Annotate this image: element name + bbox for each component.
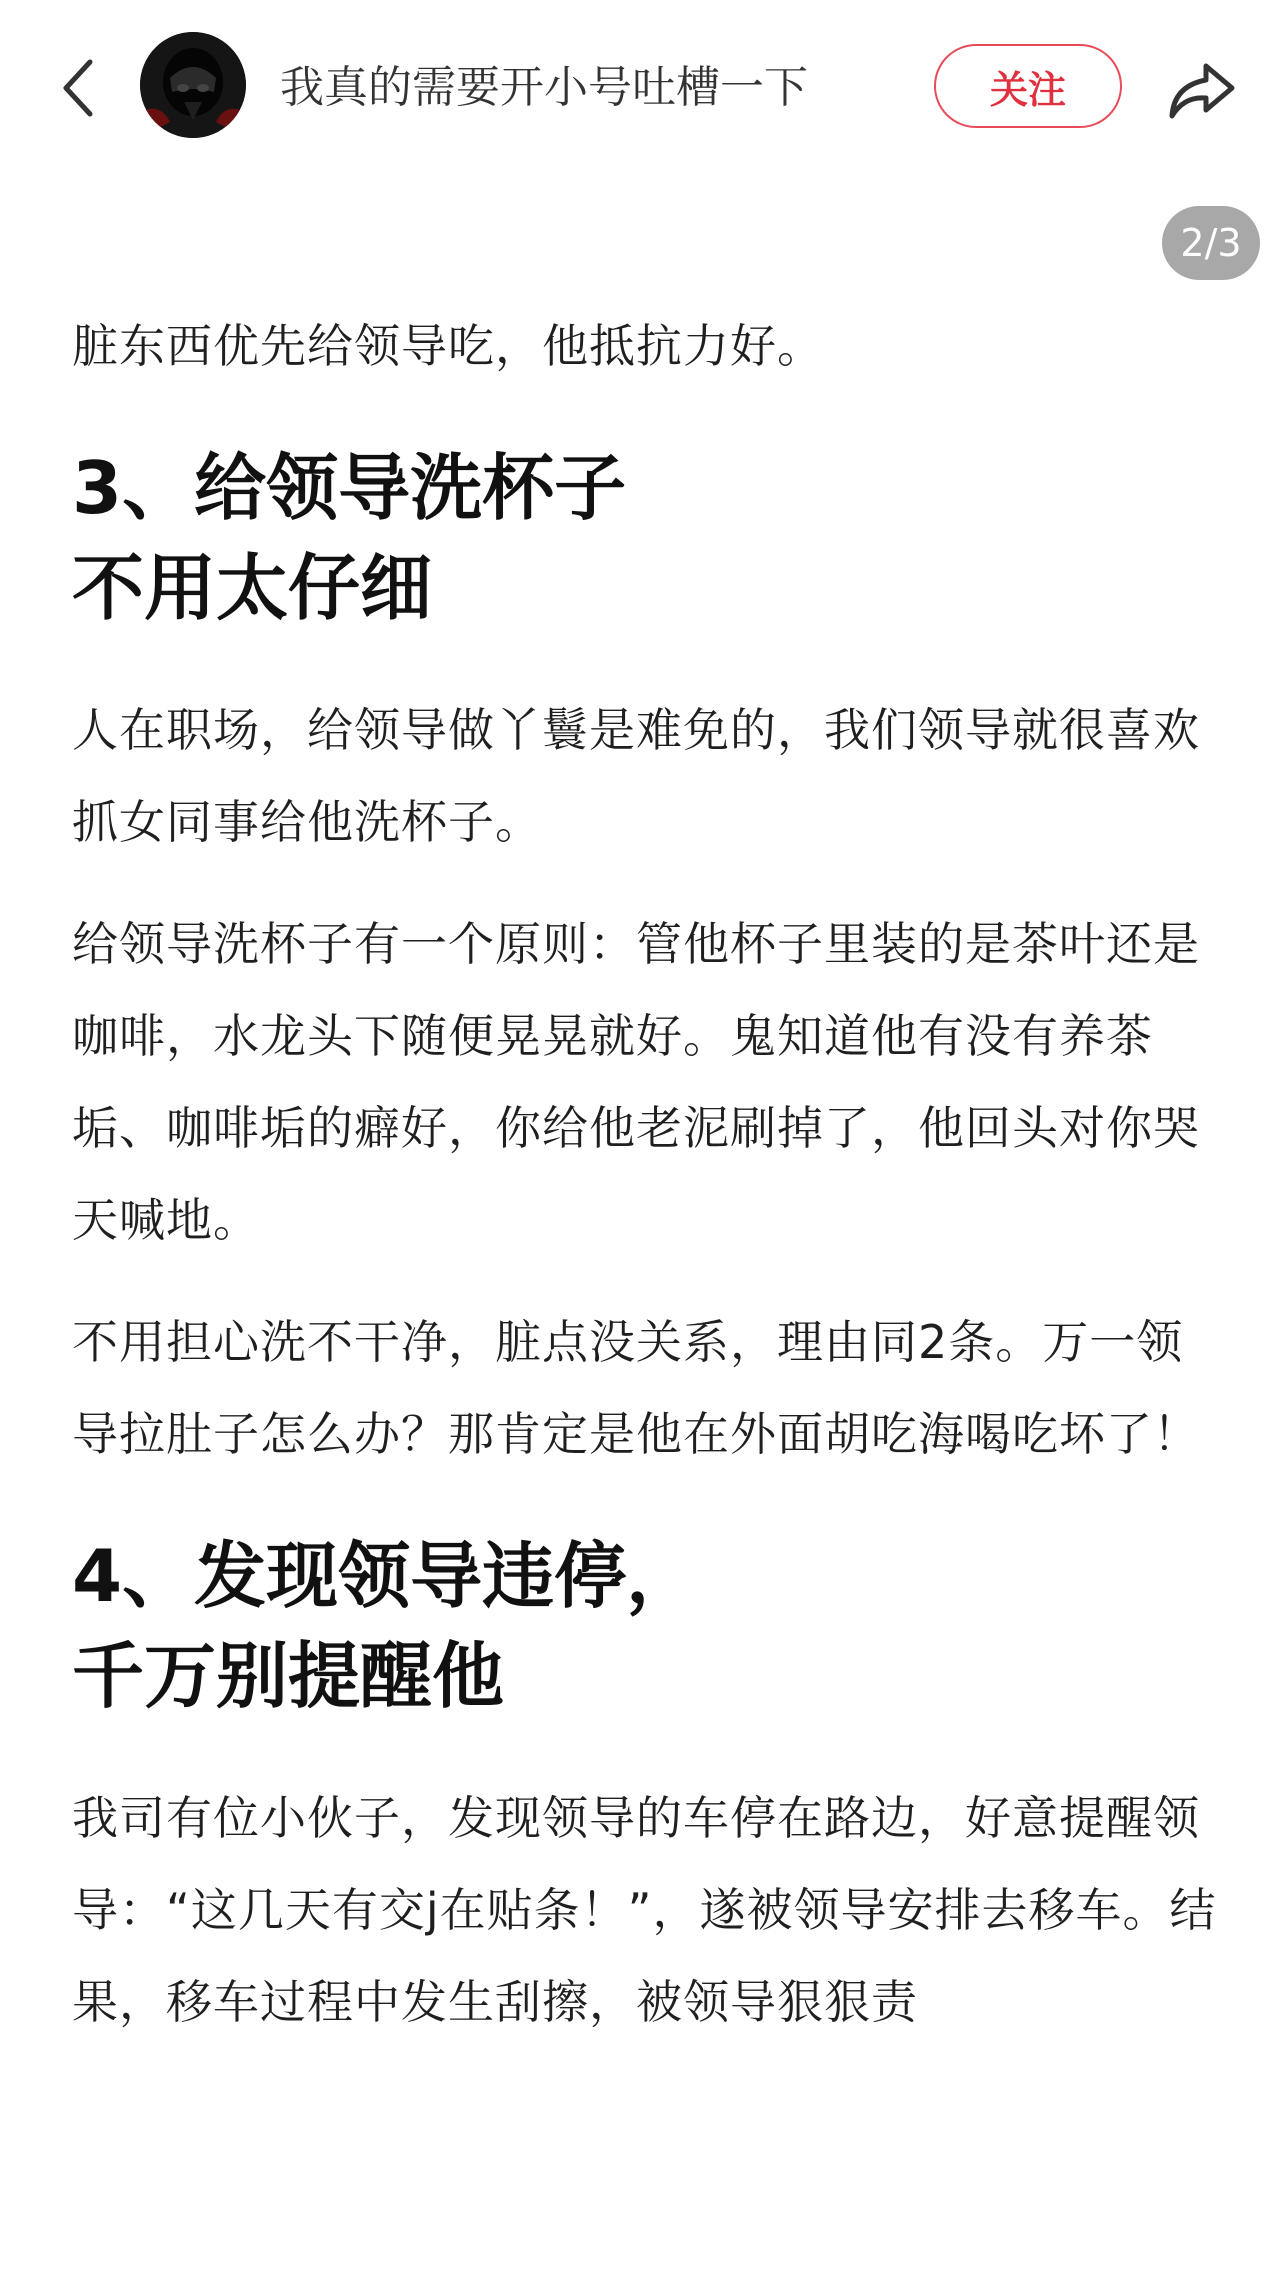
section-3-paragraph-1: 人在职场，给领导做丫鬟是难免的，我们领导就很喜欢抓女同事给他洗杯子。 [72, 703, 1200, 849]
intro-paragraph: 脏东西优先给领导吃，他抵抗力好。 [72, 319, 824, 373]
article-body [72, 300, 1222, 2048]
share-arrow-icon [1166, 58, 1238, 122]
follow-button[interactable]: 关注 [934, 44, 1122, 128]
section-3-paragraph-3: 不用担心洗不干净，脏点没关系，理由同2条。万一领导拉肚子怎么办？那肯定是他在外面胡吃海喝吃坏了！ [72, 1315, 1200, 1461]
top-bar [0, 0, 1284, 180]
share-button[interactable] [1162, 50, 1242, 130]
section-3-paragraph-2: 给领导洗杯子有一个原则：管他杯子里装的是茶叶还是咖啡，水龙头下随便晃晃就好。鬼知道他有没有养茶垢、咖啡垢的癖好，你给他老泥刷掉了，他回头对你哭天喊地。 [72, 917, 1200, 1247]
image-page-indicator: 2/3 [1162, 206, 1260, 280]
author-name[interactable]: 我真的需要开小号吐槽一下 [280, 62, 808, 113]
back-button[interactable] [48, 48, 108, 128]
bottom-fade [0, 2213, 1284, 2273]
author-avatar[interactable] [140, 32, 246, 138]
section-3-heading-line-2: 不用太仔细 [72, 546, 433, 630]
avatar-image [140, 32, 246, 138]
chevron-left-icon [58, 56, 98, 120]
section-4-heading-line-2: 千万别提醒他 [72, 1634, 505, 1718]
section-4-heading-line-1: 4、发现领导违停， [72, 1534, 699, 1618]
section-3-heading-line-1: 3、给领导洗杯子 [72, 446, 627, 530]
section-4-paragraph-1: 我司有位小伙子，发现领导的车停在路边，好意提醒领导：“这几天有交j在贴条！”，遂被领导安排去移车。结果，移车过程中发生刮擦，被领导狠狠责 [72, 1791, 1217, 2029]
